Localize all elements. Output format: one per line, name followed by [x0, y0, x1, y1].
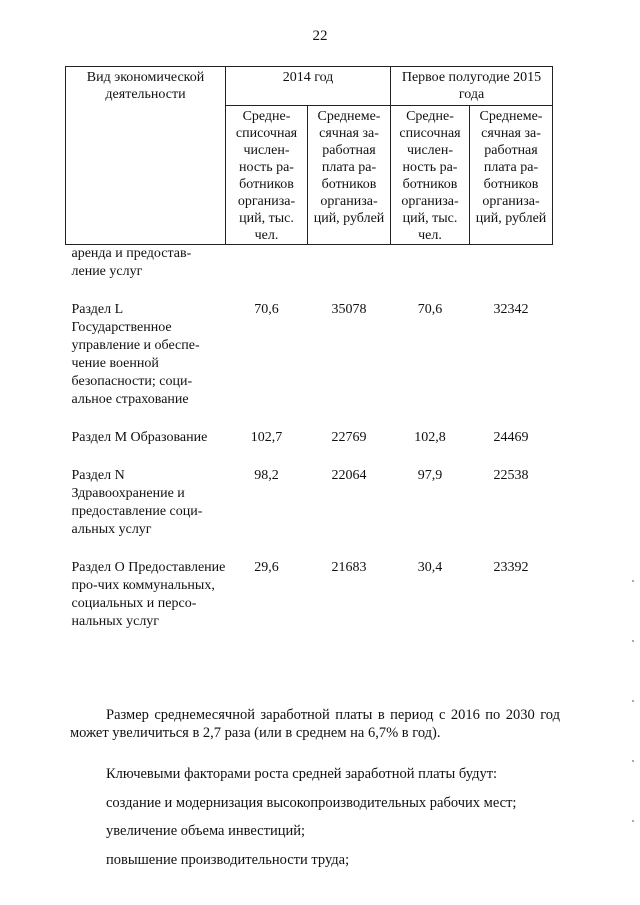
subheader-headcount-2014: Средне-списочная числен-ность ра-ботников организа-ций, тыс. чел.	[226, 106, 308, 245]
row-label: Раздел O Предоставление про-чих коммунальных, социальных и персо-нальных услуг	[71, 560, 226, 629]
headcount-2014: 102,7	[250, 430, 283, 445]
subheader-wage-2014: Среднеме-сячная за-работная плата ра-ботников организа-ций, рублей	[308, 106, 391, 245]
header-activity: Вид экономической деятельности	[66, 67, 226, 245]
scan-mark	[632, 760, 634, 762]
headcount-2015: 97,9	[417, 468, 443, 483]
wage-2015: 23392	[493, 560, 529, 575]
row-label: Раздел L Государственное управление и обеспе-чение военной безопасности; соци-альное страхование	[71, 302, 200, 407]
headcount-2014: 29,6	[254, 560, 279, 575]
paragraph-factor-jobs: создание и модернизация высокопроизводительных рабочих мест;	[106, 795, 517, 811]
table-row	[66, 559, 553, 631]
table-row	[66, 429, 553, 447]
page-number: 22	[312, 28, 328, 44]
wage-2014: 22064	[331, 468, 367, 483]
row-label: Раздел N Здравоохранение и предоставление соци-альных услуг	[71, 468, 203, 537]
row-label-continued: аренда и предостав-ление услуг	[71, 246, 192, 279]
header-2014: 2014 год	[226, 67, 391, 106]
wage-2014: 22769	[331, 430, 367, 445]
scan-mark	[632, 820, 634, 822]
scan-mark	[632, 640, 634, 642]
paragraph-factor-productivity: повышение производительности труда;	[106, 852, 350, 868]
headcount-2014: 98,2	[254, 468, 279, 483]
paragraph-wage-growth: Размер среднемесячной заработной платы в период с 2016 по 2030 год может увеличиться в 2,7 раза (или в среднем на 6,7% в год).	[70, 707, 560, 741]
paragraph-key-factors: Ключевыми факторами роста средней заработной платы будут:	[106, 766, 498, 782]
header-2015-half: Первое полугодие 2015 года	[391, 67, 553, 106]
row-label: Раздел M Образование	[71, 430, 208, 445]
wage-2015: 24469	[493, 430, 529, 445]
scan-mark	[632, 580, 634, 582]
headcount-2015: 102,8	[414, 430, 446, 445]
scan-mark	[632, 700, 634, 702]
table-row	[66, 467, 553, 539]
wage-2015: 32342	[493, 302, 529, 317]
wage-2014: 35078	[331, 302, 367, 317]
subheader-wage-2015: Среднеме-сячная за-работная плата ра-ботников организа-ций, рублей	[470, 106, 553, 245]
wage-2014: 21683	[331, 560, 367, 575]
wage-table	[65, 66, 553, 631]
headcount-2014: 70,6	[254, 302, 279, 317]
table-row	[66, 301, 553, 409]
paragraph-factor-investment: увеличение объема инвестиций;	[106, 823, 306, 839]
table-row	[66, 245, 553, 282]
subheader-headcount-2015: Средне-списочная числен-ность ра-ботников организа-ций, тыс. чел.	[391, 106, 470, 245]
headcount-2015: 70,6	[417, 302, 443, 317]
wage-2015: 22538	[493, 468, 529, 483]
headcount-2015: 30,4	[417, 560, 443, 575]
